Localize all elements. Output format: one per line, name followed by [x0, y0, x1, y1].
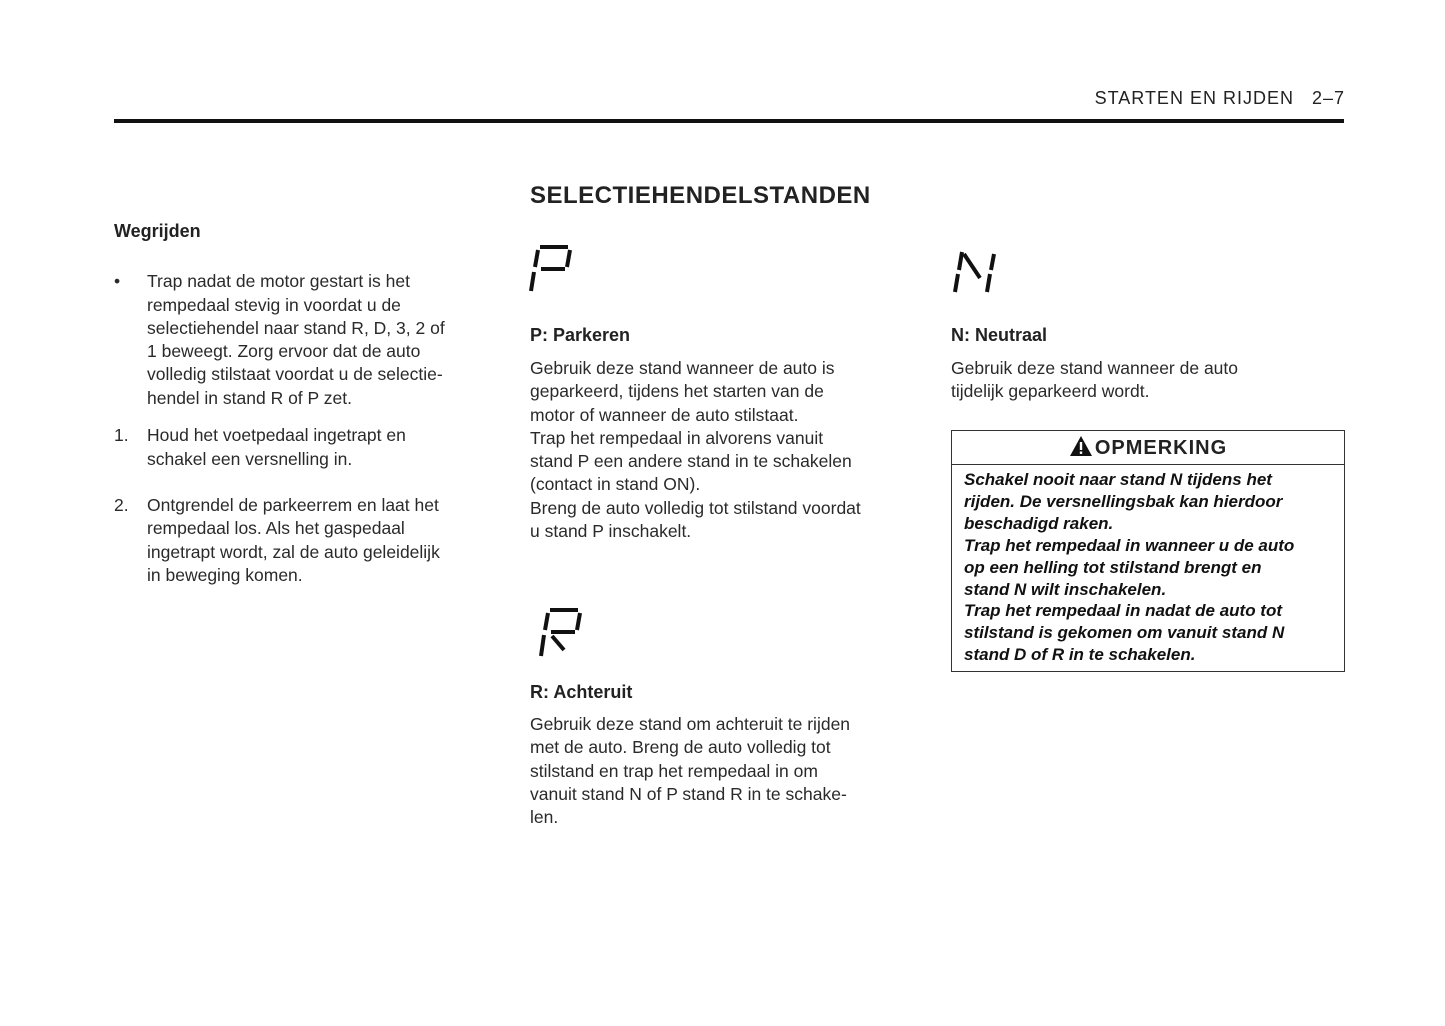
gear-r-icon: [538, 606, 588, 660]
bullet-text: Trap nadat de motor gestart is het rempedaal stevig in voordat u de selectiehendel naar stand R, D, 3, 2 of 1 beweegt. Zorg ervoor dat de auto volledig stilstaat voordat u de selectie- hendel in stand R of P zet.: [147, 271, 445, 408]
p-text: Gebruik deze stand wanneer de auto is geparkeerd, tijdens het starten van de motor of wanneer de auto stilstaat. Trap het rempedaal in alvorens vanuit stand P een andere stand in te schakelen (contact in stand ON). Breng de auto volledig tot stilstand voordat u stand P inschakelt.: [530, 358, 861, 542]
warning-icon: [1069, 435, 1093, 457]
p-heading: P: Parkeren: [530, 325, 631, 345]
wegrijden-steps: [114, 401, 440, 611]
notice-label: OPMERKING: [1094, 437, 1228, 459]
notice-header: [952, 431, 1344, 465]
notice-text: Schakel nooit naar stand N tijdens het rijden. De versnellingsbak kan hierdoor beschadigd raken. Trap het rempedaal in wanneer u de auto op een helling tot stilstand brengt en stand N wilt inschakelen. Trap het rempedaal in nadat de auto tot stilstand is gekomen om vanuit stand N stand D of R in te schakelen.: [964, 470, 1295, 665]
gear-p-icon: [528, 243, 578, 295]
n-text: Gebruik deze stand wanneer de auto tijdelijk geparkeerd wordt.: [951, 358, 1238, 402]
n-heading: N: Neutraal: [951, 325, 1048, 345]
gear-n-icon: [952, 248, 1002, 296]
header-rule: [114, 119, 1344, 123]
page-number: 2–7: [1311, 88, 1345, 108]
r-text: Gebruik deze stand om achteruit te rijden met de auto. Breng de auto volledig tot stilstand en trap het rempedaal in om vanuit stand N of P stand R in te schake- len.: [530, 714, 851, 828]
page-title: SELECTIEHENDELSTANDEN: [530, 182, 871, 209]
r-heading: R: Achteruit: [530, 682, 633, 702]
step-text: Ontgrendel de parkeerrem en laat het rempedaal los. Als het gaspedaal ingetrapt wordt, zal de auto geleidelijk in beweging komen.: [147, 495, 440, 586]
step-text: Houd het voetpedaal ingetrapt en schakel een versnelling in.: [147, 425, 406, 469]
step-marker: 1.: [114, 425, 129, 446]
list-item: [114, 494, 440, 587]
bullet-marker: •: [114, 271, 121, 292]
notice-box: [951, 430, 1345, 672]
running-header: [1077, 88, 1345, 109]
step-marker: 2.: [114, 495, 129, 516]
list-item: [114, 270, 445, 410]
list-item: [114, 424, 440, 471]
section-title: STARTEN EN RIJDEN: [1094, 88, 1294, 108]
wegrijden-heading: Wegrijden: [114, 221, 201, 241]
